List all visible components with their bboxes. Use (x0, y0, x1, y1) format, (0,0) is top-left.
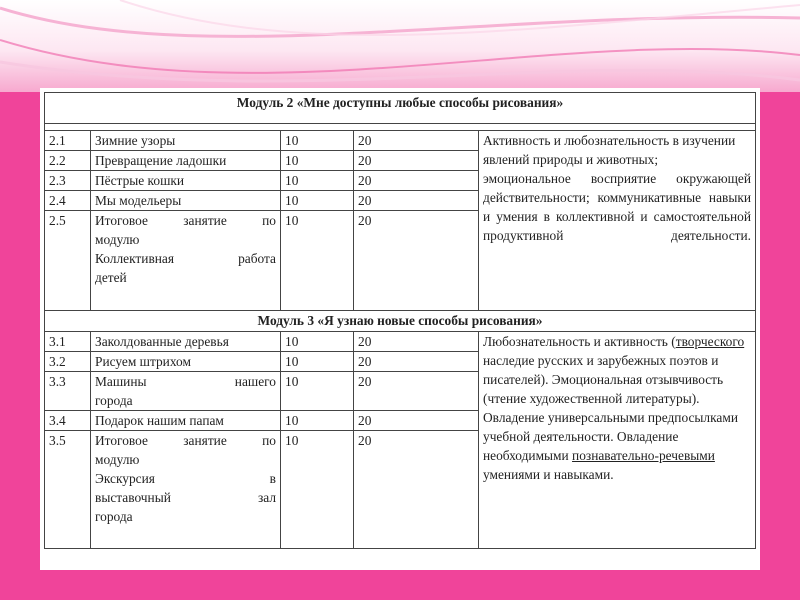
lesson-name-line: модулю (95, 452, 140, 467)
competency-text: наследие русских и зарубежных поэтов и писателей). Эмоциональная отзывчивость (чтение художественной литературы). Овладение универсальными предпосылками учебной деятельности. Овладение необходимыми (483, 353, 738, 463)
lesson-hours: 10 (281, 191, 354, 211)
lesson-name (91, 431, 281, 549)
row-number: 3.1 (45, 332, 91, 352)
lesson-hours: 10 (281, 372, 354, 411)
competency-text: умениями и навыками. (483, 467, 614, 482)
module3-header-row (45, 311, 756, 332)
lesson-minutes: 20 (354, 372, 479, 411)
module2-competencies (479, 131, 756, 311)
lesson-hours: 10 (281, 352, 354, 372)
row-number: 3.2 (45, 352, 91, 372)
lesson-hours: 10 (281, 131, 354, 151)
row-number: 2.1 (45, 131, 91, 151)
lesson-hours: 10 (281, 171, 354, 191)
lesson-minutes: 20 (354, 211, 479, 311)
lesson-name: Заколдованные деревья (91, 332, 281, 352)
competency-text: Любознательность и активность ( (483, 334, 676, 349)
lesson-minutes: 20 (354, 191, 479, 211)
module3-title: Модуль 3 «Я узнаю новые способы рисования» (45, 311, 756, 332)
row-number: 2.3 (45, 171, 91, 191)
row-number: 3.5 (45, 431, 91, 549)
lesson-name-line: Коллективная работа (95, 251, 276, 266)
lesson-hours: 10 (281, 211, 354, 311)
module2-title: Модуль 2 «Мне доступны любые способы рисования» (45, 93, 756, 124)
lesson-minutes: 20 (354, 431, 479, 549)
lesson-hours: 10 (281, 332, 354, 352)
lesson-minutes: 20 (354, 131, 479, 151)
module2-header-row (45, 93, 756, 124)
lesson-minutes: 20 (354, 332, 479, 352)
lesson-minutes: 20 (354, 151, 479, 171)
lesson-minutes: 20 (354, 352, 479, 372)
lesson-name (91, 211, 281, 311)
lesson-name: Рисуем штрихом (91, 352, 281, 372)
competency-text-underlined: познавательно-речевыми (572, 448, 715, 463)
table-row (45, 131, 756, 151)
module3-competencies (479, 332, 756, 549)
competency-text: эмоциональное восприятие окружающей действительности; коммуникативные навыки и умения в коллективной и самостоятельной продуктивной деятельности. (483, 171, 752, 243)
lesson-name-line: детей (95, 270, 127, 285)
lesson-name: Превращение ладошки (91, 151, 281, 171)
row-number: 2.4 (45, 191, 91, 211)
lesson-minutes: 20 (354, 411, 479, 431)
lesson-name: Мы модельеры (91, 191, 281, 211)
curriculum-table (44, 92, 756, 549)
lesson-minutes: 20 (354, 171, 479, 191)
lesson-name-line: Итоговое занятие по (95, 213, 276, 228)
document-sheet (40, 88, 760, 570)
lesson-name-line: города (95, 393, 133, 408)
lesson-name-line: модулю (95, 232, 140, 247)
row-number: 2.2 (45, 151, 91, 171)
lesson-name-line: выставочный зал (95, 490, 276, 505)
lesson-name: Пёстрые кошки (91, 171, 281, 191)
lesson-name: Зимние узоры (91, 131, 281, 151)
lesson-name-line: Итоговое занятие по (95, 433, 276, 448)
row-number: 2.5 (45, 211, 91, 311)
lesson-name (91, 372, 281, 411)
lesson-name: Подарок нашим папам (91, 411, 281, 431)
lesson-hours: 10 (281, 151, 354, 171)
lesson-name-line: Экскурсия в (95, 471, 276, 486)
lesson-hours: 10 (281, 411, 354, 431)
competency-text-underlined: творческого (675, 334, 745, 349)
lesson-name-line: города (95, 509, 133, 524)
lesson-hours: 10 (281, 431, 354, 549)
lesson-name-line: Машины нашего (95, 374, 276, 389)
row-number: 3.4 (45, 411, 91, 431)
competency-text: Активность и любознательность в изучении явлений природы и животных; (483, 133, 736, 167)
row-number: 3.3 (45, 372, 91, 411)
table-row (45, 332, 756, 352)
spacer-row (45, 124, 756, 131)
